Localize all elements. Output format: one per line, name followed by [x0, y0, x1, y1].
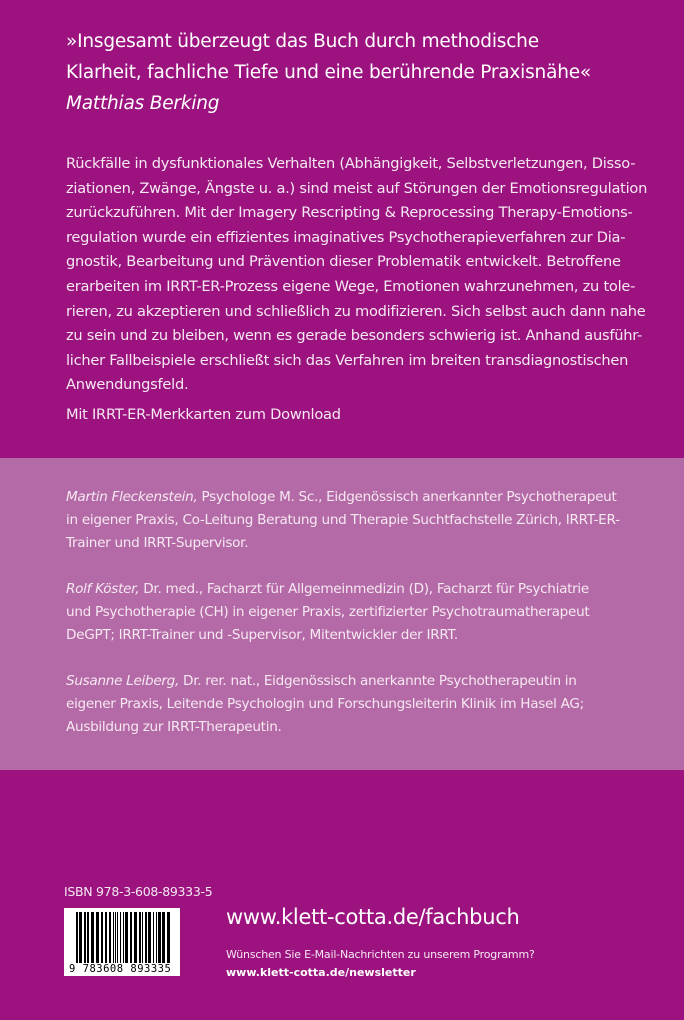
barcode-bar: [139, 912, 141, 968]
bio-line: Ausbildung zur IRRT-Therapeutin.: [66, 719, 282, 735]
barcode-bar: [125, 912, 128, 968]
barcode-bar: [84, 912, 86, 968]
barcode-bar: [79, 912, 82, 968]
blurb-line: ziationen, Zwänge, Ängste u. a.) sind meist auf Störungen der Emotionsregulation: [66, 179, 648, 197]
barcode-bar: [153, 912, 154, 968]
download-note: Mit IRRT-ER-Merkkarten zum Download: [66, 406, 341, 423]
barcode-bar: [145, 912, 147, 968]
authors: [66, 486, 620, 762]
author-name: Rolf Köster,: [66, 581, 140, 597]
barcode-bar: [142, 912, 143, 968]
barcode-bar: [134, 912, 137, 968]
bio-line: Dr. rer. nat., Eidgenössisch anerkannte Psychotherapeutin in: [179, 673, 577, 689]
newsletter-link[interactable]: www.klett-cotta.de/newsletter: [226, 966, 416, 979]
barcode-bar: [162, 912, 165, 968]
author-name: Martin Fleckenstein,: [66, 489, 198, 505]
blurb-line: gnostik, Bearbeitung und Prävention dieser Problematik entwickelt. Betroffene: [66, 253, 621, 271]
blurb-line: rieren, zu akzeptieren und schließlich zu modifizieren. Sich selbst auch dann nahe: [66, 302, 646, 320]
barcode-bar: [91, 912, 94, 968]
barcode-bar: [87, 912, 89, 968]
barcode-bar: [117, 912, 118, 968]
blurb: [66, 152, 647, 398]
barcode-bar: [158, 912, 161, 968]
blurb-line: erarbeiten im IRRT-ER-Prozess eigene Wege, Emotionen wahrzunehmen, zu tole-: [66, 277, 636, 295]
blurb-line: Rückfälle in dysfunktionales Verhalten (Abhängigkeit, Selbstverletzungen, Disso-: [66, 155, 636, 172]
barcode-bar: [115, 912, 116, 968]
author-name: Susanne Leiberg,: [66, 673, 180, 689]
barcode-bar: [109, 912, 111, 968]
barcode-bar: [96, 912, 99, 968]
barcode-bar: [156, 912, 157, 968]
website-link[interactable]: www.klett-cotta.de/fachbuch: [226, 905, 520, 929]
blurb-line: licher Fallbeispiele erschließt sich das Verfahren im breiten transdiagnostischen: [66, 351, 629, 369]
blurb-line: zu sein und zu bleiben, wenn es gerade besonders schwierig ist. Anhand ausführ-: [66, 327, 643, 345]
barcode-bar: [105, 912, 107, 968]
bio-line: und Psychotherapie (CH) in eigener Praxis, zertifizierter Psychotraumatherapeut: [66, 604, 590, 620]
bio-line: in eigener Praxis, Co-Leitung Beratung und Therapie Suchtfachstelle Zürich, IRRT-ER-: [66, 512, 620, 528]
blurb-line: zurückzuführen. Mit der Imagery Rescripting & Reprocessing Therapy-Emotions-: [66, 204, 633, 222]
author-bio: [66, 578, 620, 647]
bio-line: Psychologe M. Sc., Eidgenössisch anerkannter Psychotherapeut: [197, 489, 617, 505]
newsletter-question: Wünschen Sie E-Mail-Nachrichten zu unserem Programm?: [226, 948, 535, 961]
blurb-line: Anwendungsfeld.: [66, 376, 189, 394]
bio-line: eigener Praxis, Leitende Psychologin und Forschungsleiterin Klinik im Hasel AG;: [66, 696, 584, 712]
barcode-bar: [76, 912, 78, 968]
author-bio: [66, 486, 620, 555]
barcode-bar: [113, 912, 114, 968]
quote-line: »Insgesamt überzeugt das Buch durch methodische: [66, 31, 539, 52]
quote-author: Matthias Berking: [66, 93, 220, 114]
quote-line: Klarheit, fachliche Tiefe und eine berührende Praxisnähe«: [66, 62, 592, 83]
barcode-number: 9 783608 893335: [69, 963, 172, 975]
isbn: ISBN 978-3-608-89333-5: [64, 884, 213, 899]
barcode: [64, 908, 180, 976]
barcode-bar: [130, 912, 132, 968]
author-bio: [66, 670, 620, 739]
bio-line: DeGPT; IRRT-Trainer und -Supervisor, Mitentwickler der IRRT.: [66, 627, 458, 643]
barcode-bar: [123, 912, 124, 968]
barcode-bar: [167, 912, 170, 968]
barcode-bar: [148, 912, 151, 968]
barcode-bar: [120, 912, 121, 968]
bio-line: Trainer und IRRT-Supervisor.: [66, 535, 249, 551]
blurb-line: regulation wurde ein effizientes imaginatives Psychotherapieverfahren zur Dia-: [66, 228, 626, 246]
quote: [66, 26, 591, 119]
barcode-bar: [101, 912, 103, 968]
bio-line: Dr. med., Facharzt für Allgemeinmedizin (D), Facharzt für Psychiatrie: [139, 581, 589, 597]
